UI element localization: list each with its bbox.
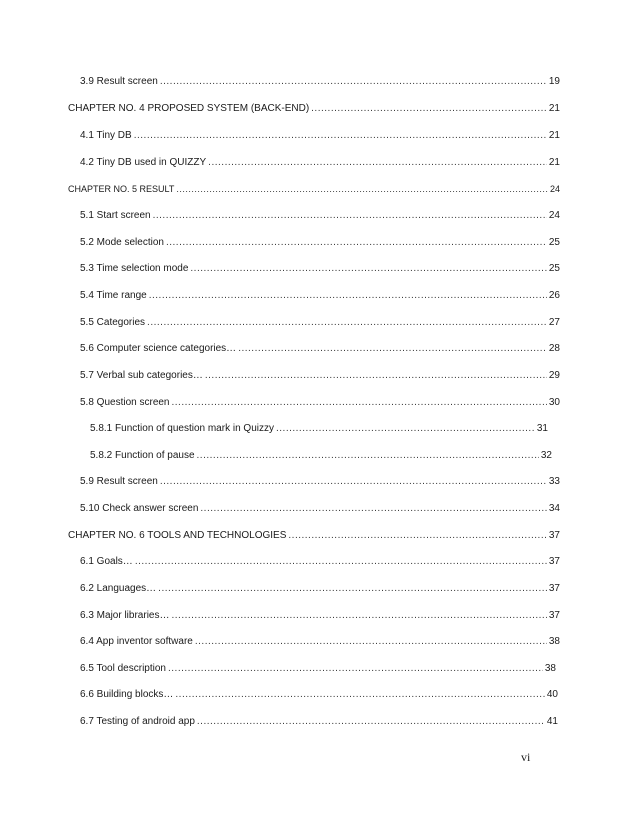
toc-entry-page: 41 bbox=[546, 716, 558, 727]
toc-entry-label: 6.6 Building blocks… bbox=[80, 689, 174, 700]
toc-entry bbox=[80, 157, 560, 169]
toc-entry-page: 38 bbox=[548, 636, 560, 647]
toc-entry-label: 5.5 Categories bbox=[80, 317, 146, 328]
toc-entry-label: 5.9 Result screen bbox=[80, 476, 158, 487]
toc-leader-dots bbox=[276, 423, 535, 435]
toc-entry-label: 3.9 Result screen bbox=[80, 76, 158, 87]
toc-entry-page: 37 bbox=[548, 556, 560, 567]
toc-entry-label: 5.7 Verbal sub categories… bbox=[80, 370, 203, 381]
toc-leader-dots bbox=[172, 397, 547, 409]
toc-entry-label: CHAPTER NO. 4 PROPOSED SYSTEM (BACK-END) bbox=[68, 103, 310, 114]
toc-leader-dots bbox=[200, 503, 546, 515]
toc-entry-label: 5.1 Start screen bbox=[80, 210, 151, 221]
toc-entry bbox=[80, 263, 560, 275]
toc-entry-page: 33 bbox=[548, 476, 560, 487]
toc-leader-dots bbox=[238, 343, 547, 355]
toc-entry bbox=[80, 476, 560, 488]
toc-entry-label: 5.3 Time selection mode bbox=[80, 263, 189, 274]
toc-entry bbox=[80, 663, 556, 675]
page-number: vi bbox=[521, 750, 531, 764]
toc-entry bbox=[80, 210, 560, 222]
toc-entry bbox=[80, 130, 560, 142]
toc-leader-dots bbox=[190, 263, 546, 275]
toc-leader-dots bbox=[158, 583, 547, 595]
toc-entry-label: 6.2 Languages… bbox=[80, 583, 157, 594]
toc-entry-page: 25 bbox=[548, 263, 560, 274]
toc-leader-dots bbox=[288, 530, 546, 542]
toc-entry-page: 37 bbox=[548, 610, 560, 621]
toc-entry-page: 28 bbox=[548, 343, 560, 354]
toc-entry-page: 34 bbox=[548, 503, 560, 514]
toc-entry-page: 40 bbox=[546, 689, 558, 700]
toc-leader-dots bbox=[166, 237, 547, 249]
toc-entry-label: 5.8.2 Function of pause bbox=[90, 450, 195, 461]
toc-entry bbox=[80, 636, 560, 648]
toc-entry-page: 24 bbox=[549, 184, 560, 194]
toc-leader-dots bbox=[149, 290, 547, 302]
toc-entry bbox=[80, 343, 560, 355]
toc-entry-page: 21 bbox=[548, 157, 560, 168]
toc-leader-dots bbox=[176, 183, 548, 195]
toc-entry bbox=[80, 76, 560, 88]
toc-entry-label: 5.8.1 Function of question mark in Quizzy bbox=[90, 423, 274, 434]
toc-entry bbox=[80, 610, 560, 622]
toc-entry-page: 32 bbox=[540, 450, 552, 461]
toc-entry-label: 6.3 Major libraries… bbox=[80, 610, 170, 621]
toc-entry-label: 5.8 Question screen bbox=[80, 397, 170, 408]
toc-entry-page: 25 bbox=[548, 237, 560, 248]
toc-entry bbox=[80, 503, 560, 515]
toc-entry bbox=[80, 237, 560, 249]
toc-entry bbox=[80, 290, 560, 302]
toc-leader-dots bbox=[160, 76, 547, 88]
toc-entry bbox=[80, 583, 560, 595]
toc-leader-dots bbox=[311, 103, 547, 115]
toc-leader-dots bbox=[135, 556, 547, 568]
toc-entry bbox=[80, 556, 560, 568]
toc-entry-page: 21 bbox=[548, 130, 560, 141]
toc-entry-label: 4.2 Tiny DB used in QUIZZY bbox=[80, 157, 207, 168]
toc-entry-label: 6.1 Goals… bbox=[80, 556, 133, 567]
toc-leader-dots bbox=[168, 663, 543, 675]
toc-entry-label: 5.6 Computer science categories… bbox=[80, 343, 237, 354]
toc-leader-dots bbox=[171, 610, 546, 622]
toc-entry-page: 19 bbox=[548, 76, 560, 87]
toc-entry-label: 4.1 Tiny DB bbox=[80, 130, 132, 141]
toc-leader-dots bbox=[147, 317, 547, 329]
toc-leader-dots bbox=[208, 157, 547, 169]
toc-entry-page: 24 bbox=[548, 210, 560, 221]
toc-leader-dots bbox=[205, 370, 547, 382]
toc-entry bbox=[80, 317, 560, 329]
toc-entry-label: CHAPTER NO. 6 TOOLS AND TECHNOLOGIES bbox=[68, 530, 287, 541]
toc-entry-label: 5.2 Mode selection bbox=[80, 237, 164, 248]
toc-subentry bbox=[90, 450, 552, 462]
toc-leader-dots bbox=[134, 130, 547, 142]
toc-entry-page: 37 bbox=[548, 583, 560, 594]
toc-entry-page: 38 bbox=[544, 663, 556, 674]
toc-leader-dots bbox=[175, 689, 544, 701]
toc-chapter-entry bbox=[68, 530, 560, 542]
toc-leader-dots bbox=[153, 210, 547, 222]
toc-leader-dots bbox=[195, 636, 547, 648]
toc-entry-page: 30 bbox=[548, 397, 560, 408]
toc-entry bbox=[80, 716, 558, 728]
toc-entry-page: 29 bbox=[548, 370, 560, 381]
toc-entry-label: 5.4 Time range bbox=[80, 290, 147, 301]
toc-entry-page: 31 bbox=[536, 423, 548, 434]
toc-chapter-entry bbox=[68, 103, 560, 115]
toc-entry bbox=[80, 689, 558, 701]
toc-entry-label: 6.7 Testing of android app bbox=[80, 716, 195, 727]
toc-chapter-entry bbox=[68, 183, 560, 195]
toc-leader-dots bbox=[160, 476, 547, 488]
toc-entry-label: CHAPTER NO. 5 RESULT bbox=[68, 184, 175, 194]
toc-entry bbox=[80, 397, 560, 409]
toc-entry-label: 6.5 Tool description bbox=[80, 663, 166, 674]
toc-entry-page: 21 bbox=[548, 103, 560, 114]
toc-entry-label: 5.10 Check answer screen bbox=[80, 503, 199, 514]
toc-entry-page: 27 bbox=[548, 317, 560, 328]
toc-leader-dots bbox=[197, 716, 545, 728]
toc-entry-label: 6.4 App inventor software bbox=[80, 636, 193, 647]
toc-entry-page: 26 bbox=[548, 290, 560, 301]
toc-entry bbox=[80, 370, 560, 382]
toc-leader-dots bbox=[197, 450, 539, 462]
toc-subentry bbox=[90, 423, 548, 435]
toc-entry-page: 37 bbox=[548, 530, 560, 541]
